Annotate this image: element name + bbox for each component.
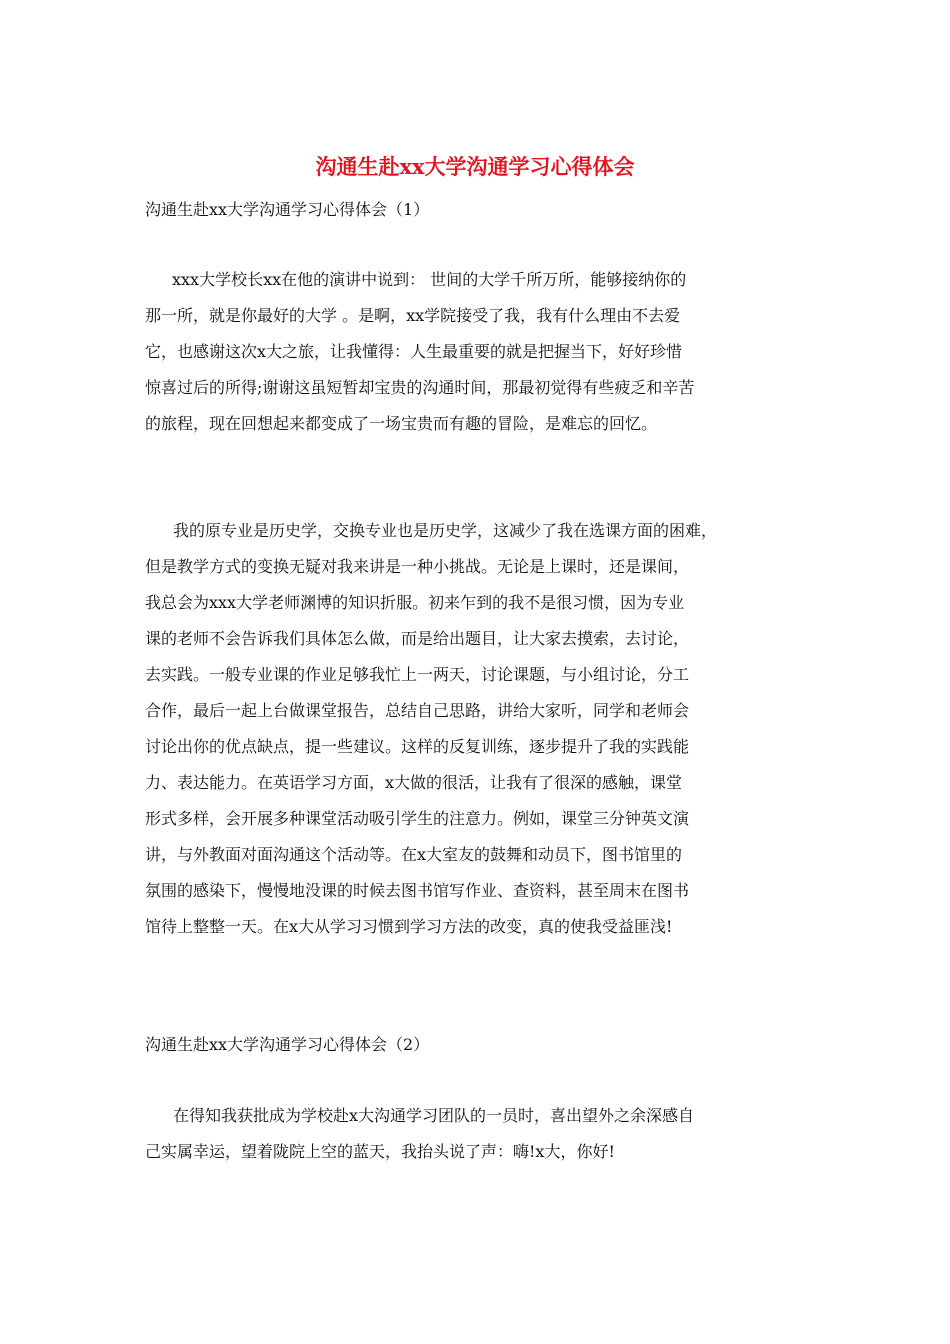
paragraph-line: 讨论出你的优点缺点，提一些建议。这样的反复训练，逐步提升了我的实践能 bbox=[145, 737, 690, 756]
paragraph-line: 馆待上整整一天。在x大从学习习惯到学习方法的改变，真的使我受益匪浅! bbox=[145, 917, 673, 936]
section1-paragraph-2 bbox=[145, 513, 825, 945]
section2-paragraph-1 bbox=[145, 1098, 825, 1170]
paragraph-line: xxx大学校长xx在他的演讲中说到： 世间的大学千所万所，能够接纳你的 bbox=[172, 270, 687, 289]
paragraph-line: 惊喜过后的所得;谢谢这虽短暂却宝贵的沟通时间，那最初觉得有些疲乏和辛苦 bbox=[145, 378, 695, 397]
paragraph-line: 去实践。一般专业课的作业足够我忙上一两天，讨论课题，与小组讨论，分工 bbox=[145, 665, 690, 684]
paragraph-line: 氛围的感染下，慢慢地没课的时候去图书馆写作业、查资料，甚至周末在图书 bbox=[145, 881, 690, 900]
paragraph-line: 合作，最后一起上台做课堂报告，总结自己思路，讲给大家听，同学和老师会 bbox=[145, 701, 690, 720]
paragraph-line: 的旅程，现在回想起来都变成了一场宝贵而有趣的冒险，是难忘的回忆。 bbox=[145, 414, 658, 433]
section-heading-2: 沟通生赴xx大学沟通学习心得体会（2） bbox=[145, 1035, 430, 1054]
paragraph-line: 力、表达能力。在英语学习方面，x大做的很活，让我有了很深的感触，课堂 bbox=[145, 773, 683, 792]
section1-paragraph-1 bbox=[145, 262, 825, 442]
document-title: 沟通生赴xx大学沟通学习心得体会 bbox=[315, 154, 635, 179]
paragraph-line: 我的原专业是历史学，交换专业也是历史学，这减少了我在选课方面的困难， bbox=[173, 521, 718, 540]
paragraph-line: 我总会为xxx大学老师渊博的知识折服。初来乍到的我不是很习惯，因为专业 bbox=[145, 593, 685, 612]
paragraph-line: 但是教学方式的变换无疑对我来讲是一种小挑战。无论是上课时，还是课间， bbox=[145, 557, 690, 576]
paragraph-line: 在得知我获批成为学校赴x大沟通学习团队的一员时，喜出望外之余深感自 bbox=[173, 1106, 695, 1125]
paragraph-line: 它，也感谢这次x大之旅，让我懂得：人生最重要的就是把握当下，好好珍惜 bbox=[145, 342, 683, 361]
paragraph-line: 讲，与外教面对面沟通这个活动等。在x大室友的鼓舞和动员下，图书馆里的 bbox=[145, 845, 683, 864]
paragraph-line: 课的老师不会告诉我们具体怎么做，而是给出题目，让大家去摸索，去讨论， bbox=[145, 629, 690, 648]
paragraph-line: 那一所，就是你最好的大学 。是啊，xx学院接受了我，我有什么理由不去爱 bbox=[145, 306, 681, 325]
paragraph-line: 己实属幸运，望着陇院上空的蓝天，我抬头说了声：嗨!x大，你好! bbox=[145, 1142, 615, 1161]
section-heading-1: 沟通生赴xx大学沟通学习心得体会（1） bbox=[145, 200, 430, 219]
paragraph-line: 形式多样，会开展多种课堂活动吸引学生的注意力。例如，课堂三分钟英文演 bbox=[145, 809, 690, 828]
